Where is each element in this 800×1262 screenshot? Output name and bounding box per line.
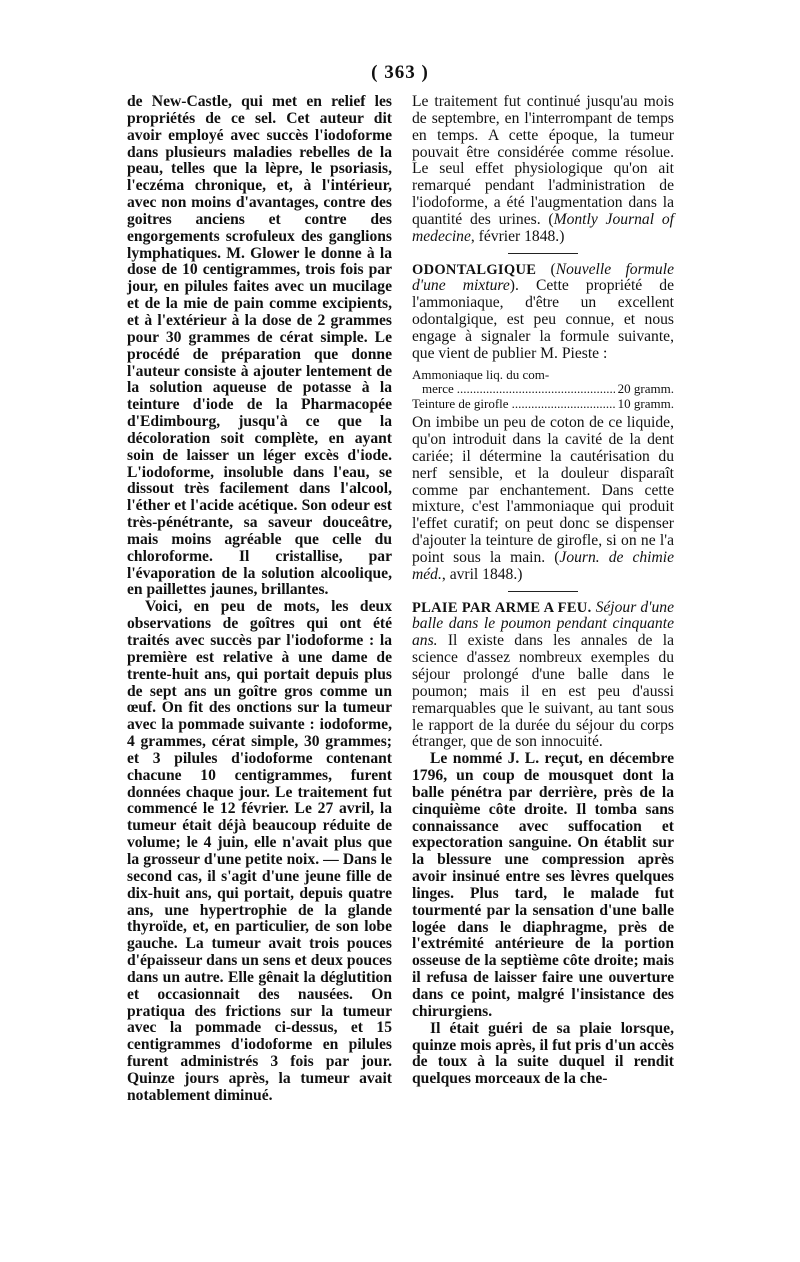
section-divider [508,591,578,592]
paragraph-case-continued: Il était guéri de sa plaie lorsque, quinze mois après, il fut pris d'un accès de toux à la suite duquel il rendit quelques morceaux de la che- [412,1019,674,1088]
paren-close: ). [509,277,519,295]
paragraph-usage [412,415,674,583]
section-subtitle: Séjour d'une balle dans le poumon pendant cinquante ans. [412,598,674,650]
recipe-ingredient-cont: merce [422,381,454,397]
section-text: Cette propriété de l'ammoniaque, d'être un excellent odontalgique, est peu connue, et nous engage à signaler la formule suivante, que vient de publier M. Pieste : [412,277,674,362]
citation-date: , février 1848.) [470,227,565,245]
recipe-ingredient: Ammoniaque liq. du com- [412,366,550,382]
left-column [127,94,392,1105]
section-divider [508,253,578,254]
right-column [412,94,674,1088]
recipe-quantity: 20 gramm. [617,381,674,397]
paragraph-text: On imbibe un peu de coton de ce liquide, qu'on introduit dans la cavité de la dent cariée; il détermine la cautérisation du nerf sensible, et la douleur disparaît comme par enchantement. Dans cette mixture, c'est l'ammoniaque qui produit l'effet curatif; on peut donc se dispenser d'ajouter la teinture de girofle, si on ne l'a point sous la main. ( [412,414,674,566]
section-text: Il existe dans les annales de la science d'assez nombreux exemples du séjour prolongé d'une balle dans le poumon; mais il en est peu d'aussi remarquables que le suivant, au tant sous le rapport de la durée du séjour du corps étranger, que de son innocuité. [412,632,674,751]
paragraph-iodoforme: de New-Castle, qui met en relief les propriétés de ce sel. Cet auteur dit avoir employé avec succès l'iodoforme dans plusieurs maladies rebelles de la peau, telles que la lèpre, le psoriasis, l'eczéma chronique, et, à l'intérieur, avec non moins d'avantages, contre des goitres anciens et contre des engorgements scrofuleux des ganglions lymphatiques. M. Glower le donne à la dose de 10 centigrammes, trois fois par jour, en pilules faites avec un mucilage et de la mie de pain comme excipients, et à l'extérieur à la dose de 2 grammes pour 30 grammes de cérat simple. Le procédé de préparation que donne l'auteur consiste à ajouter lentement de la solution aqueuse de potasse à la teinture d'iode de la Pharmacopée d'Edimbourg, jusqu'à ce que la décoloration soit complète, en ayant soin de laisser un léger excès d'iode. L'iodoforme, insoluble dans l'eau, se dissout très facilement dans l'alcool, l'éther et l'acide acétique. Son odeur est très-pénétrante, sa saveur douceâtre, mais moins agréable que celle du chloroforme. Il cristallise, par l'évaporation de la solution alcoolique, en paillettes jaunes, brillantes. [127,93,392,599]
recipe-formula [412,368,674,412]
section-odontalgique [412,262,674,363]
page-number: ( 363 ) [371,62,429,83]
paragraph-text: Le traitement fut continué jusqu'au mois de septembre, en l'interrompant de temps en temps. A cette époque, la tumeur pouvait être considérée comme résolue. Le seul effet physiologique qu'on ait remarqué pendant l'administration de l'iodoforme, a été l'augmentation dans la quantité des urines. ( [412,93,674,228]
paren-open: ( [536,260,556,278]
section-heading: ODONTALGIQUE [412,261,537,278]
recipe-ingredient: Teinture de girofle [412,395,509,411]
recipe-line [412,368,674,383]
recipe-line [412,382,674,397]
recipe-line [412,397,674,412]
paragraph-treatment-continued [412,94,674,246]
section-plaie [412,600,674,752]
source-citation: Journ. de chimie méd. [412,548,675,583]
source-citation: Montly Journal of medecine [412,210,674,245]
recipe-quantity: 10 gramm. [617,395,674,411]
paragraph-case-report: Le nommé J. L. reçut, en décembre 1796, un coup de mousquet dont la balle pénétra par derrière, près de la cinquième côte droite. Il tomba sans connaissance avec suffocation et expectoration sanguine. On établit sur la blessure une compression après avoir insinué entre ses lèvres quelques linges. Plus tard, le malade fut tourmenté par la sensation d'une balle logée dans le diaphragme, près de l'extrémité antérieure de la portion osseuse de la septième côte droite; mais il refusa de laisser faire une ouverture dans ce point, malgré l'insistance des chirurgiens. [412,750,674,1020]
citation-date: , avril 1848.) [441,565,523,583]
section-subtitle: Nouvelle formule d'une mixture [412,260,674,295]
section-heading: PLAIE PAR ARME A FEU. [412,599,592,616]
paragraph-goitre-observations: Voici, en peu de mots, les deux observations de goîtres qui ont été traités avec succès par l'iodoforme : la première est relative à une dame de trente-huit ans, qui portait depuis plus de sept ans un goître gros comme un œuf. On fit des onctions sur la tumeur avec la pommade suivante : iodoforme, 4 grammes, cérat simple, 30 grammes; et 3 pilules d'iodoforme contenant chacune 10 centigrammes, furent données chaque jour. Le traitement fut commencé le 12 février. Le 27 avril, la tumeur était déjà beaucoup réduite de volume; le 4 juin, elle n'avait plus que la grosseur d'une petite noix. — Dans le second cas, il s'agit d'une jeune fille de dix-huit ans, qui portait, depuis quatre ans, une hypertrophie de la glande thyroïde, et, en particulier, de son lobe gauche. La tumeur avait trois pouces d'épaisseur dans un sens et deux pouces dans un autre. Elle gênait la déglutition et occasionnait des nausées. On pratiqua des frictions sur la tumeur avec la pommade ci-dessus, et 15 centigrammes d'iodoforme en pilules furent administrés 3 fois par jour. Quinze jours après, la tumeur avait notablement diminué. [127,598,392,1104]
